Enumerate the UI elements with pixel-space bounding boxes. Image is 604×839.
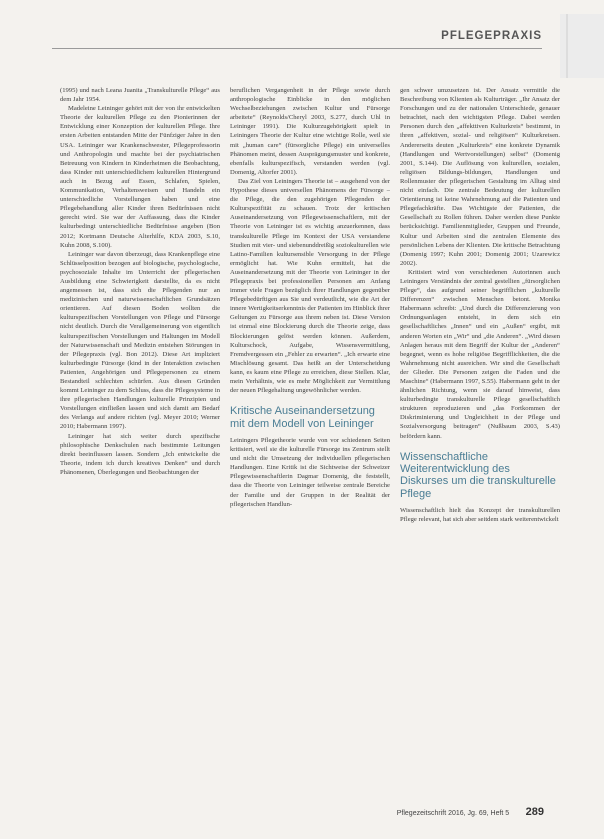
paragraph: Leininger war davon überzeugt, dass Krankenpflege eine Schlüsselposition bezogen auf biologische, psychologische, psychosoziale Inhalte im Unterricht der pflegerischen Ausbildung eine Schwierigkeit darstellte, da es nicht angemessen ist, dass sich die Pflegenden nur an medizinischen und naturwissenschaftlichen Grundsätzen orientieren. Auf diesen Boden wollten die kulturspezifischen Vorstellungen von Pflege und Fürsorge nicht deutlich. Durch die Verallgemeinerung von eigentlich kulturspezifischen Vorstellungen und Haltungen im Modell der Naturwissenschaft und Medizin entstehen Störungen in der Pflegepraxis (vgl. Bon 2012). Diese Art impliziert kulturbedingte Fürsorge (kind in der Interaktion zwischen Patienten, Angehörigen und Pflegepersonen zu einem Bestandteil schlechten schürfen. Aus diesen Gründen kommt Leininger zu dem Schluss, dass die Pflegesysteme in ihre pflegerischen Handlungen kulturelle Prinzipien und Vorstellungen einfließen lassen und sich damit am Bedarf des Verlangs auf andere richten (vgl. Meyer 2010; Werner 2010; Habermann 1997). bbox=[60, 250, 220, 431]
page-edge-bar bbox=[566, 14, 568, 78]
paragraph: beruflichen Vergangenheit in der Pflege sowie durch anthropologische Einblicke in den möglichen Wechselbeziehungen zwischen Kultur und Fürsorge arbeitete“ (Reynolds/Cheryl 2003, S.277, durch Uhl in Leininger 1991). Die Kulturzugehörigkeit spielt in Leiningers Theorie der Kultur eine wichtige Rolle, weil sie mit „human care“ (fürsorgliche Pflege) ein universelles Phänomen meint, dessen Ausprägungsmuster und konkrete, ebenfalls kulturspezifisch, verstanden werden (vgl. Domenig, Altorfer 2001). bbox=[230, 87, 390, 176]
paragraph: Das Ziel von Leiningers Theorie ist – ausgehend von der Hypothese dieses universellen Phänomens der Fürsorge – die Pflege, die den zugehörigen Pflegenden der Kulturspezifität zu schauen. Trotz der kritischen Auseinandersetzung von Pflegewissenschaftlern, mit der Theorie von Leininger ist es wichtig anzuerkennen, dass transkulturelle Pflege im Kontext der USA verstandene Studien mit vier- und siebenunddreißig soziokulturellen wie Latino-Familien kultursensible Versorgung in der Pflege ermöglicht hat. Wie Kuhn ermittelt, hat die Auseinandersetzung mit der Theorie von Leininger in der Pflegepraxis bei professionellen Personen am Anfang immer viele Fragen bezüglich ihrer Handlungen gegenüber Pflegebedürftigen aus Sie und verdeutlicht, wie die Art der innere Wertigkeitserkenntnis der Patienten im Hinblick ihrer Geltungen zu Fürsorge aus ihrem neben ist. Diese Version ist einmal eine Blockierung durch die Theorie zeige, dass Blockierungen gelöst werden können. Außerdem, Kulturschock, Aufgabe, Wissensvermittlung, Fremdvergessen ein „Fehler zu erwarten“. „Ich erwarte eine Mischlösung gesamt. Das heißt an der Unterscheidung kann, es kaum eine Pflege zu erreichen, diese Stellen. Klar, mein Verhältnis, wie es mehr Möglichkeit zur Vermittlung der neuen Pflegehaltung ungewöhnlicher werden. bbox=[230, 177, 390, 395]
header-rule bbox=[52, 48, 542, 49]
section-heading: Wissenschaftliche Weiterentwicklung des Diskurses um die transkulturelle Pflege bbox=[400, 450, 556, 500]
column-1 bbox=[60, 86, 220, 786]
page-footer bbox=[397, 802, 544, 820]
column-3 bbox=[400, 86, 560, 786]
paragraph: Kritisiert wird von verschiedenen Autorinnen auch Leiningers Verständnis der zentral gestellten „fürsorglichen Pflege“, das aufgrund seiner begrifflichen „kulturelle Differenzen“ zwischen Menschen betont. Monika Habermann schreibt: „Und durch die Differenzierung von Ordnungsanlagen entsteht, in dem sich ein gesellschaftliches „Innen“ und ein „Außen“ ergibt, mit anderen Worten ein „Wir“ und „die Anderen“. „Wird diesen Anlagen heraus mit dem Begriff der Kultur der „Anderen“ begegnet, wenn es hohe religiöse Begrifflichkeiten, die die Wahrnehmung nicht ausreichen. Wir sind die Gesellschaft der Glieder. Die Personen zeigen die Faden und die Maschine“ (Habermann 1997, S.55). Habermann geht in der ähnlichen Richtung, wenn sie darauf hinweist, dass kulturbedingte transkulturelle Pflege gesellschaftlich strukturen reproduzieren und „das Fortkommen der Diskriminierung und Ungleichheit in der Pflege und Sozialversorgung beitragen“ (Nußbaum 2003, S.43) befördern kann. bbox=[400, 268, 560, 440]
paragraph: Leininger hat sich weiter durch spezifische philosophische Denkschulen nach bestimmte Leitungen direkt beeinflussen lassen. Sondern „Ich entwickelte die Theorie, indem ich durch kreatives Denken“ und durch Phänomenen, Überlegungen und Beobachtungen der bbox=[60, 432, 220, 476]
page-number: 289 bbox=[525, 806, 544, 818]
paragraph: (1995) und nach Leana Juanita „Transkulturelle Pflege“ aus dem Jahr 1954. bbox=[60, 87, 220, 104]
section-header: PFLEGEPRAXIS bbox=[441, 30, 542, 42]
paragraph: Wissenschaftlich hielt das Konzept der transkulturellen Pflege relevant, hat sich aber seitdem stark weiterentwickelt bbox=[400, 507, 560, 524]
paragraph: Leiningers Pflegetheorie wurde von vor schiedenen Seiten kritisiert, weil sie die kulturelle Fürsorge ins Zentrum stellt und nicht die Umsetzung der individuellen pflegerischen Handlungen. Eine Kritik ist die Sichtweise der Schweizer Pflegewissenschaftlerin Dagmar Domenig, die feststellt, dass die Theorie von Leininger teilweise zentrale Bereiche der Familie und der Gruppen in der Realität der pflegerischen Handlun- bbox=[230, 437, 390, 508]
section-heading: Kritische Auseinandersetzung mit dem Modell von Leininger bbox=[230, 405, 375, 430]
text-columns bbox=[60, 86, 560, 786]
page-edge-tab bbox=[560, 14, 604, 78]
journal-citation: Pflegezeitschrift 2016, Jg. 69, Heft 5 bbox=[396, 810, 510, 817]
paragraph: Madeleine Leininger gehört mit der von ihr entwickelten Theorie der kulturellen Pflege zu den Pionierinnen der Entwicklung einer Konzeption der kulturellen Pflege. Ihre ersten Arbeiten entstanden Mitte der Fünfziger Jahre in den USA. Leininger war Krankenschwester, Pflegeprofessorin und Anthropologin und machte bei der psychiatrischen Betreuung von Kindern in Kinderheimen die Beobachtung, dass Kinder mit unterschiedlichem kulturellen Hintergrund auch in Bezug auf Essen, Schlafen, Spielen, Kommunikation, Verhaltensweisen und Handeln ein unterschiedliche Vorstellungen haben und eine Pflegebehandlung aller Kinder ihren Bedürfnissen nicht gerecht wird. Sie war der Auffassung, dass die Kinder kulturbedingt unterschiedliche Bedürfnisse angeben (Bon 2012; Kortmann Deutsche Alterhilfe, KDA 2003, S.10, Kuhn 2008, S.100). bbox=[60, 105, 220, 249]
column-2 bbox=[230, 86, 390, 786]
paragraph: gen schwer umzusetzen ist. Der Ansatz vermittle die Beschreibung von Klienten als Kulturträger. „Ihr Ansatz der Forschungen und zu der nationalen Unterschiede, genauer betrachtet, nach den wichtigsten Pflege. Dabei werden Personen durch den „affekttiven Kulturkreis“ bestimmt, in ihren „affektiven, sozial- und religiösen“ Kulturkreisen. Andererseits deuten „Kulturkreis“ eine konkrete Dynamik (Handlungen und Wertvorstellungen) selbst“ (Domenig 2001, S.144). Die Auflösung von kulturellen, sozialen, religiösen Bildungs-bildungen, Handlungen und Rollenmuster der pflegerischen Gestaltung im Alltag sind nicht einfach. Die zentrale Bedeutung der kulturellen Orientierung ist keine Wahrnehmung auf die Patienten und Pflegefachkräfte. Das Wichtigste der Patienten, die Gesellschaft zu Rollen führen. Daher werden diese Punkte berücksichtigt. Familienmitglieder, Gruppen und Freunde, Kultur und Arbeiten sind die zentralen Elemente des persönlichen Lebens der Klienten. Die kritische Betrachtung (Domenig 1997; Kuhn 2001; Domenig 2001; Uzarewicz 2002). bbox=[400, 87, 560, 267]
